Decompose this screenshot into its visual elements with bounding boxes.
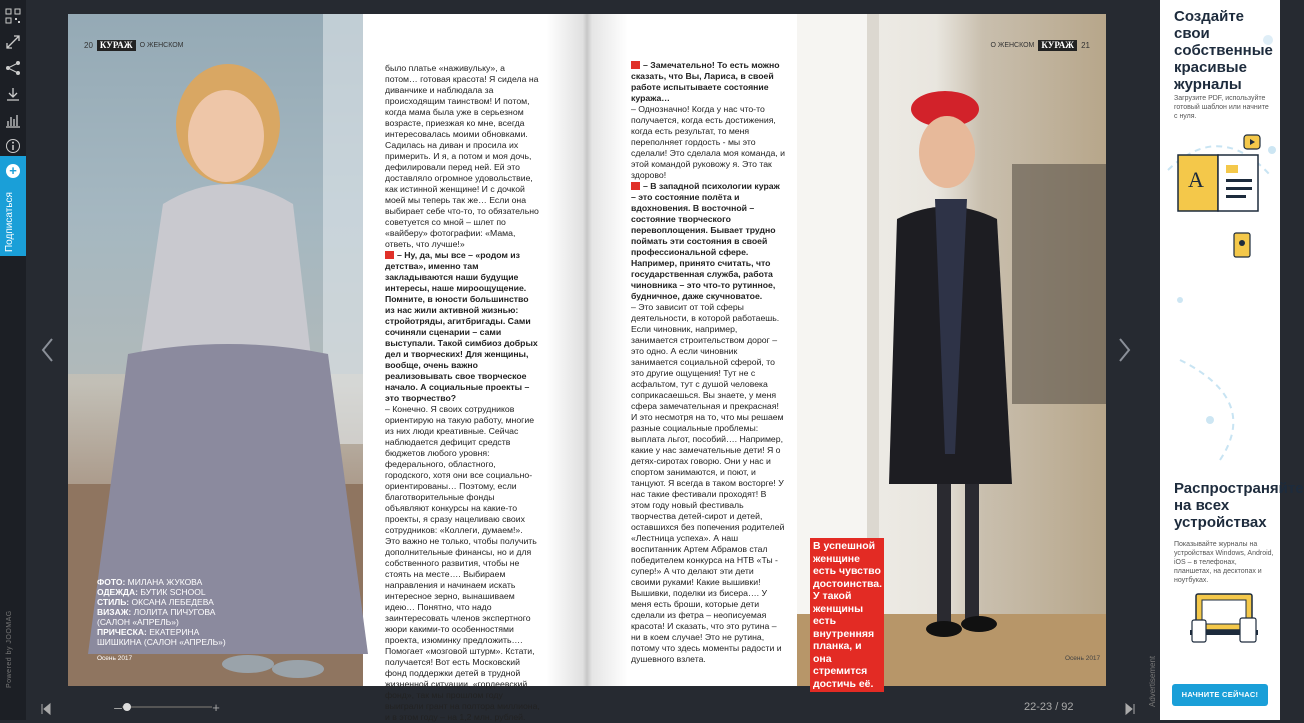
- ad-headline-create: Создайте свои собственные красивые журналы: [1174, 8, 1273, 93]
- next-page-arrow-icon[interactable]: [1114, 335, 1134, 365]
- kurazh-marker-icon: [385, 251, 394, 259]
- left-section-label: О ЖЕНСКОМ: [139, 42, 184, 49]
- article-column-2: [631, 60, 785, 675]
- zoom-in-icon[interactable]: +: [212, 699, 220, 715]
- pull-quote: В успешной женщине есть чувство достоинства. У такой женщины есть внутренняя планка, и она стремится достичь её.: [810, 538, 884, 692]
- zoom-slider-knob[interactable]: [123, 703, 131, 711]
- advertisement-panel[interactable]: [1160, 0, 1304, 720]
- ad-subtext-distribute: Показывайте журналы на устройствах Windows, Android, iOS – в телефонах, планшетах, на десктопах и ноутбуках.: [1174, 541, 1274, 584]
- left-page-header: [84, 40, 184, 51]
- kurazh-marker-icon: [631, 182, 640, 190]
- first-page-icon[interactable]: [36, 699, 56, 719]
- devices-illustration-icon: [1190, 590, 1260, 650]
- left-magazine-logo: КУРАЖ: [97, 40, 136, 51]
- qr-code-icon[interactable]: [3, 6, 23, 26]
- credit-line: ПРИЧЕСКА: ЕКАТЕРИНА ШИШКИНА (САЛОН «АПРЕЛЬ»): [97, 627, 226, 647]
- credit-line: ВИЗАЖ: ЛОЛИТА ПИЧУГОВА (САЛОН «АПРЕЛЬ»): [97, 607, 216, 627]
- subscribe-label: Подписаться: [4, 192, 15, 252]
- credit-line: СТИЛЬ: ОКСАНА ЛЕБЕДЕВА: [97, 597, 214, 607]
- ad-headline-distribute: Распространяйте на всех устройствах: [1174, 480, 1304, 531]
- svg-text:A: A: [1188, 167, 1204, 192]
- season-label-right: Осень 2017: [1065, 655, 1101, 662]
- question-paragraph: – Ну, да, мы все – «родом из детства», именно там закладываются наши будущие интересы, наше мироощущение. Помните, в юности большинство из нас жили активной жизнью: стройотряды, агитбригады. Сами сочиняли сценарии – сами выступали. Такой симбиоз добрых дел и творческих! Для женщины, вообще, очень важно реализовывать свое творческое начало. А социальные проекты – это творчество?: [385, 250, 538, 403]
- right-magazine-logo: КУРАЖ: [1038, 40, 1077, 51]
- last-page-icon[interactable]: [1120, 699, 1140, 719]
- plus-icon: +: [6, 164, 20, 178]
- credit-line: ФОТО: МИЛАНА ЖУКОВА: [97, 577, 203, 587]
- page-indicator: 22-23 / 92: [1024, 701, 1074, 713]
- ad-subtext-create: Загрузите PDF, используйте готовый шаблон или начните с нуля.: [1174, 95, 1269, 120]
- powered-by-label: Powered by JOOMAG: [6, 610, 13, 688]
- right-page-number: 21: [1081, 41, 1090, 50]
- previous-page-arrow-icon[interactable]: [38, 335, 58, 365]
- fullscreen-icon[interactable]: [3, 32, 23, 52]
- info-icon[interactable]: [3, 136, 23, 156]
- left-page[interactable]: [68, 14, 587, 722]
- article-column-1: [385, 63, 540, 722]
- left-page-number: 20: [84, 41, 93, 50]
- question-paragraph: – Замечательно! То есть можно сказать, что Вы, Лариса, в своей работе испытываете состояние куража…: [631, 60, 780, 103]
- credit-line: ОДЕЖДА: БУТИК SCHOOL: [97, 587, 206, 597]
- right-page-header: [990, 40, 1090, 51]
- start-now-button[interactable]: НАЧНИТЕ СЕЙЧАС!: [1172, 684, 1268, 706]
- download-icon[interactable]: [3, 84, 23, 104]
- kurazh-marker-icon: [631, 61, 640, 69]
- answer-paragraph: – Это зависит от той сферы деятельности, в которой работаешь. Если чиновник, например, занимается строительством дорог – это одно. А если чиновник занимается социальной сферой, то это другие ощущения! Тут не с асфальтом, тут с душой человека соприкасаешься. Вы знаете, у меня сфера замечательная и прекрасная! И это несмотря на то, что мы решаем разные социальные проблемы: выплата льгот, пособий…. Например, какие у нас замечательные дети! Я о детях-сиротах говорю. Они у нас и спортом занимаются, и поют, и танцуют. Я всегда в таком восторге! У нас такие фестивали проходят! В этом году новый фестиваль творчества детей-сирот и детей, оставшихся без попечения родителей «Лестница успеха». А наш воспитанник Артем Абрамов стал победителем конкурса на НТВ «Ты - супер!» А что делают эти дети своими руками! Какие вышивки! Вышивки, поделки из бисера…. У меня есть броши, которые дети сделали из фетра – неописуемая красота! И сказать, что это рутина – ни в коем случае! Это не рутина, потому что здесь моменты радости и душевного взлета.: [631, 302, 785, 664]
- zoom-slider[interactable]: [122, 706, 212, 708]
- left-toolbar: [0, 0, 26, 720]
- zoom-out-icon[interactable]: –: [114, 699, 122, 715]
- right-section-label: О ЖЕНСКОМ: [990, 42, 1035, 49]
- share-icon[interactable]: [3, 58, 23, 78]
- season-label-left: Осень 2017: [97, 655, 133, 662]
- photo-credits: [97, 577, 237, 647]
- answer-paragraph: – Однозначно! Когда у нас что-то получается, когда есть достижения, когда есть результат, то меня переполняет гордость - мы это сделали! Это сделала моя команда, и этой командой руковожу я. Это так здорово!: [631, 104, 785, 180]
- paragraph: было платье «наживульку», а потом… готовая красота! Я сидела на диванчике и наблюдала за происходящим таинством! И потом, когда мама была уже в серьезном возрасте, приезжая ко мне, всегда интересовалась моими обновками. Садилась на диван и просила их примерить. И я, а потом и моя дочь, дефилировали перед ней. Ей это доставляло огромное удовольствие, как истинной женщине! И с дочкой моей мы теперь так же… Если она выбирает себе что-то, то обязательно советуется со мной – шлет по «вайберу» фотографии: «Мама, ответь, что лучше!»: [385, 63, 539, 249]
- answer-paragraph: – Конечно. Я своих сотрудников ориентирую на такую работу, многие из них люди креативные. Сейчас наблюдается дефицит средств бюджетов любого уровня: федерального, областного, городского, хотя они все социально-ориентированы… Поэтому, если благотворительные фонды объявляют конкурсы на какие-то проекты, я сразу нацеливаю своих сотрудников: «Коллеги, думаем!». Это важно не только, чтобы получить дополнительные финансы, но и для собственного развития, чтобы не стоять на месте…. Выбираем направления и начинаем искать интересное зерно, вынашиваем идею… Понятно, что надо заинтересовать членов экспертного жюри какими-то особенностями проекта, изюминку предложить…. Помогает «мозговой штурм». Кстати, получается! Вот есть Московский фонд поддержки детей в трудной жизненной ситуации, «гордеевский фонд», так мы прошлом году выиграли грант на полтора миллиона, и в этом году – на 1,2 млн. рублей.: [385, 404, 540, 722]
- stats-icon[interactable]: [3, 110, 23, 130]
- magazine-illustration-icon: [1176, 125, 1266, 265]
- subscribe-button[interactable]: [0, 156, 26, 256]
- advertisement-label: Advertisement: [1148, 655, 1157, 707]
- question-paragraph: – В западной психологии кураж – это состояние полёта и вдохновения. В восточной – состояние творческого перевоплощения. Бывает трудно поймать эти состояния в своей профессиональной сфере. Например, принято считать, что государственная служба, работа чиновника – это что-то рутинное, будничное, даже скучноватое.: [631, 181, 780, 301]
